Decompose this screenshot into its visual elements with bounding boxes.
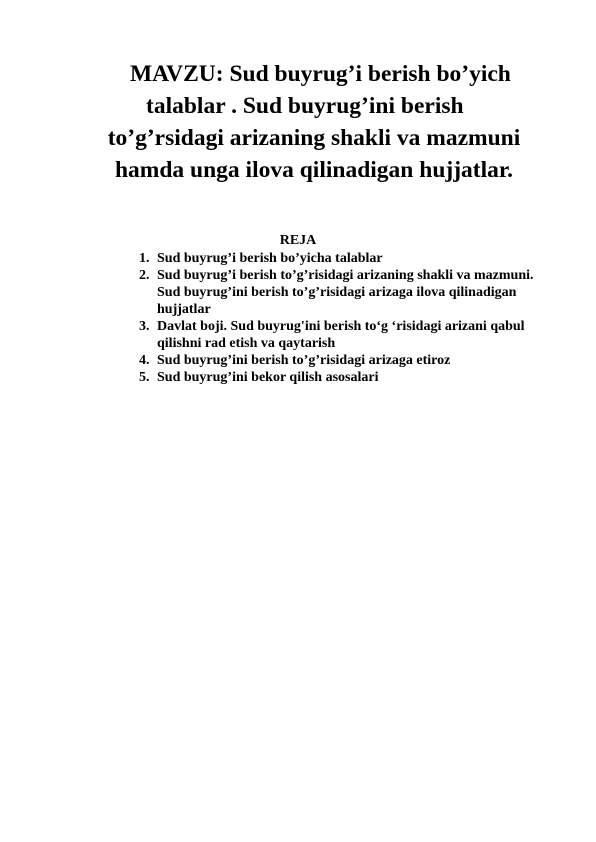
plan-item-number: 3. [139, 319, 150, 334]
plan-item-text: Sud buyrug’i berish bo’yicha talablar [157, 251, 383, 266]
title-line: talablar . Sud buyrug’ini berish [146, 93, 464, 119]
plan-item-number: 1. [139, 251, 150, 266]
plan-heading: REJA [279, 233, 317, 248]
plan-item [139, 250, 559, 267]
plan-item-number: 2. [139, 268, 150, 283]
plan-item-number: 5. [139, 370, 150, 385]
plan-item-text: Davlat boji. Sud buyrug'ini berish to‘g ‘risidagi arizani qabul qilishni rad etish va qaytarish [157, 319, 525, 351]
title-line: MAVZU: Sud buyrug’i berish bo’yich [130, 61, 511, 87]
plan-item-text: Sud buyrug’ini bekor qilish asosalari [157, 370, 379, 385]
plan-item-number: 4. [139, 353, 150, 368]
title-line: hamda unga ilova qilinadigan hujjatlar. [114, 157, 514, 183]
plan-item-text: Sud buyrug’ini berish to’g’risidagi arizaga etiroz [157, 353, 451, 368]
plan-item [139, 352, 559, 369]
plan-item [139, 318, 559, 352]
document-title [78, 58, 550, 186]
plan-item [139, 369, 559, 386]
plan-list [139, 250, 559, 386]
plan-item [139, 267, 559, 318]
plan-item-text: Sud buyrug’i berish to’g’risidagi arizaning shakli va mazmuni. Sud buyrug’ini berish to’g’risidagi arizaga ilova qilinadigan hujjatlar [157, 268, 534, 317]
title-line: to’g’rsidagi arizaning shakli va mazmuni [107, 125, 521, 151]
